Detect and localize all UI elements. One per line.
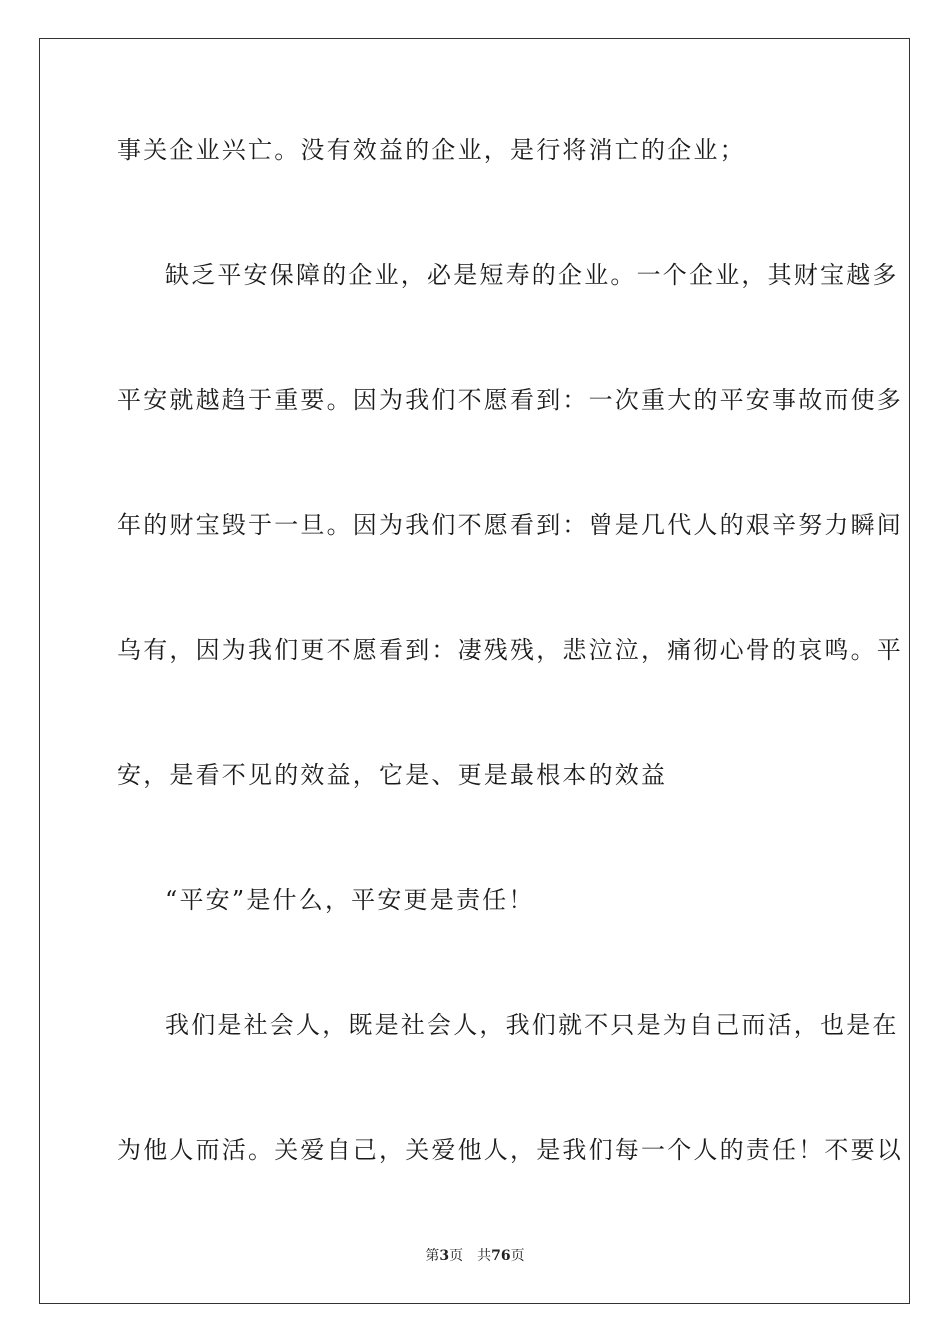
body-line-8: 我们是社会人，既是社会人，我们就不只是为自己而活，也是在 (165, 1011, 899, 1039)
body-line-4: 年的财宝毁于一旦。因为我们不愿看到：曾是几代人的艰辛努力瞬间 (117, 511, 903, 539)
body-line-5: 乌有，因为我们更不愿看到：凄残残，悲泣泣，痛彻心骨的哀鸣。平 (117, 636, 903, 664)
total-prefix: 共 (477, 1248, 492, 1264)
body-line-1: 事关企业兴亡。没有效益的企业，是行将消亡的企业； (117, 136, 746, 164)
body-line-9: 为他人而活。关爱自己，关爱他人，是我们每一个人的责任！不要以 (117, 1136, 903, 1164)
body-line-6: 安，是看不见的效益，它是、更是最根本的效益 (117, 761, 668, 789)
total-suffix: 页 (510, 1248, 525, 1264)
page-suffix: 页 (449, 1248, 464, 1264)
body-line-3: 平安就越趋于重要。因为我们不愿看到：一次重大的平安事故而使多 (117, 386, 903, 414)
page-number: 3 (439, 1248, 450, 1264)
page-footer (0, 1247, 950, 1265)
page-prefix: 第 (425, 1248, 440, 1264)
body-line-2: 缺乏平安保障的企业，必是短寿的企业。一个企业，其财宝越多 (165, 261, 899, 289)
page-border (39, 38, 910, 1304)
total-pages: 76 (491, 1248, 511, 1264)
body-line-7: “平安”是什么，平安更是责任！ (165, 886, 535, 914)
